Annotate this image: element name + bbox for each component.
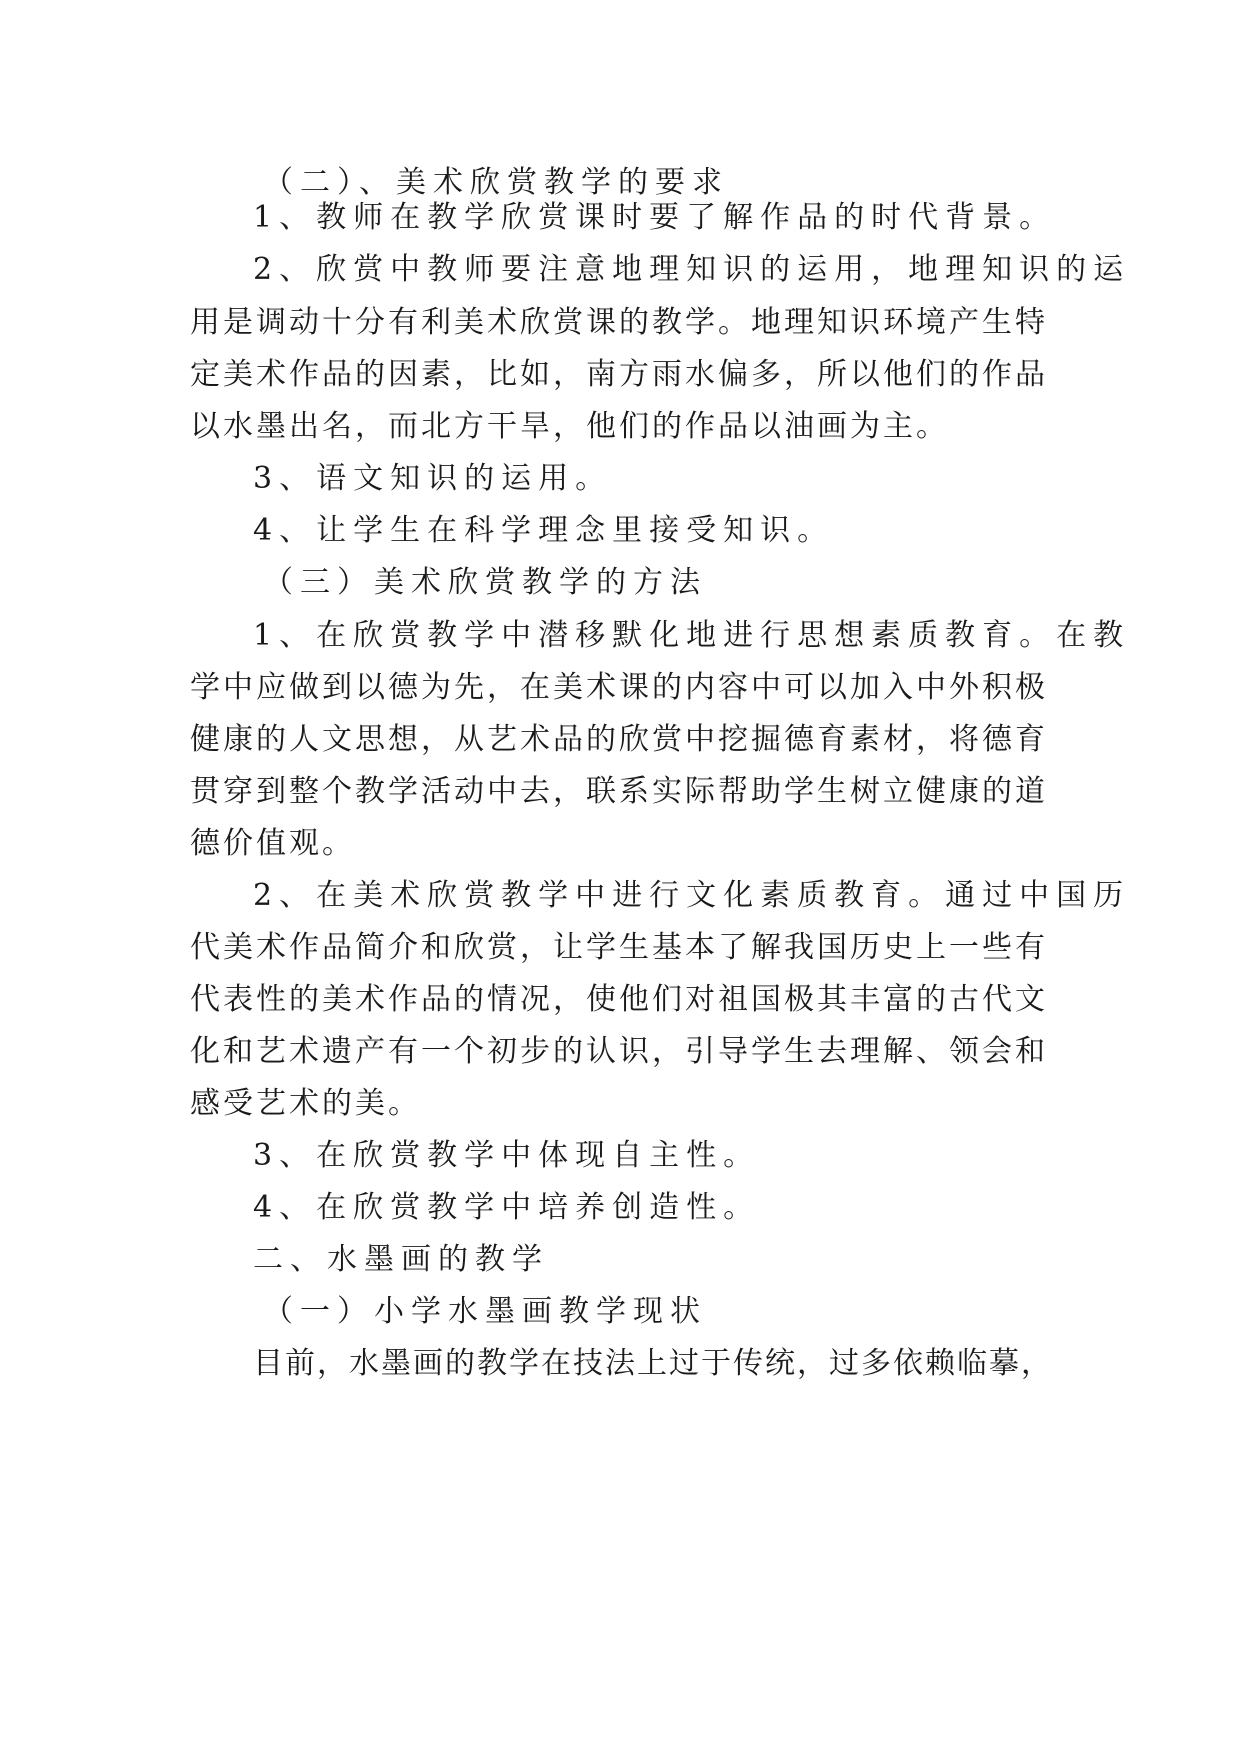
paragraph-line: 4、让学生在科学理念里接受知识。	[253, 513, 835, 548]
paragraph-line: 代表性的美术作品的情况，使他们对祖国极其丰富的古代文	[190, 982, 1048, 1017]
paragraph-line: 健康的人文思想，从艺术品的欣赏中挖掘德育素材，将德育	[190, 722, 1048, 757]
paragraph-line: 4、在欣赏教学中培养创造性。	[253, 1190, 761, 1225]
paragraph-line: 2、欣赏中教师要注意地理知识的运用，地理知识的运	[253, 252, 1131, 287]
paragraph-line: 用是调动十分有利美术欣赏课的教学。地理知识环境产生特	[190, 305, 1048, 340]
paragraph-line: 德价值观。	[190, 826, 355, 861]
paragraph-line: 3、在欣赏教学中体现自主性。	[253, 1138, 761, 1173]
paragraph-line: 1、在欣赏教学中潜移默化地进行思想素质教育。在教	[253, 618, 1131, 653]
paragraph-line: 2、在美术欣赏教学中进行文化素质教育。通过中国历	[253, 878, 1131, 913]
paragraph-line: 贯穿到整个教学活动中去，联系实际帮助学生树立健康的道	[190, 774, 1048, 809]
paragraph-line: 目前，水墨画的教学在技法上过于传统，过多依赖临摹，	[253, 1346, 1053, 1381]
subsection-heading-ink-painting-status: （一）小学水墨画教学现状	[263, 1294, 707, 1329]
paragraph-line: 学中应做到以德为先，在美术课的内容中可以加入中外积极	[190, 670, 1048, 705]
section-heading-appreciation-requirements: （二）、美术欣赏教学的要求	[263, 165, 729, 200]
paragraph-line: 化和艺术遗产有一个初步的认识，引导学生去理解、领会和	[190, 1034, 1048, 1069]
paragraph-line: 代美术作品简介和欣赏，让学生基本了解我国历史上一些有	[190, 930, 1048, 965]
paragraph-line: 感受艺术的美。	[190, 1086, 421, 1121]
section-heading-appreciation-methods: （三）美术欣赏教学的方法	[263, 565, 707, 600]
paragraph-line: 以水墨出名，而北方干旱，他们的作品以油画为主。	[190, 409, 949, 444]
paragraph-line: 1、教师在教学欣赏课时要了解作品的时代背景。	[253, 200, 1057, 235]
section-heading-ink-painting: 二、水墨画的教学	[253, 1242, 549, 1277]
paragraph-line: 定美术作品的因素，比如，南方雨水偏多，所以他们的作品	[190, 357, 1048, 392]
paragraph-line: 3、语文知识的运用。	[253, 461, 613, 496]
